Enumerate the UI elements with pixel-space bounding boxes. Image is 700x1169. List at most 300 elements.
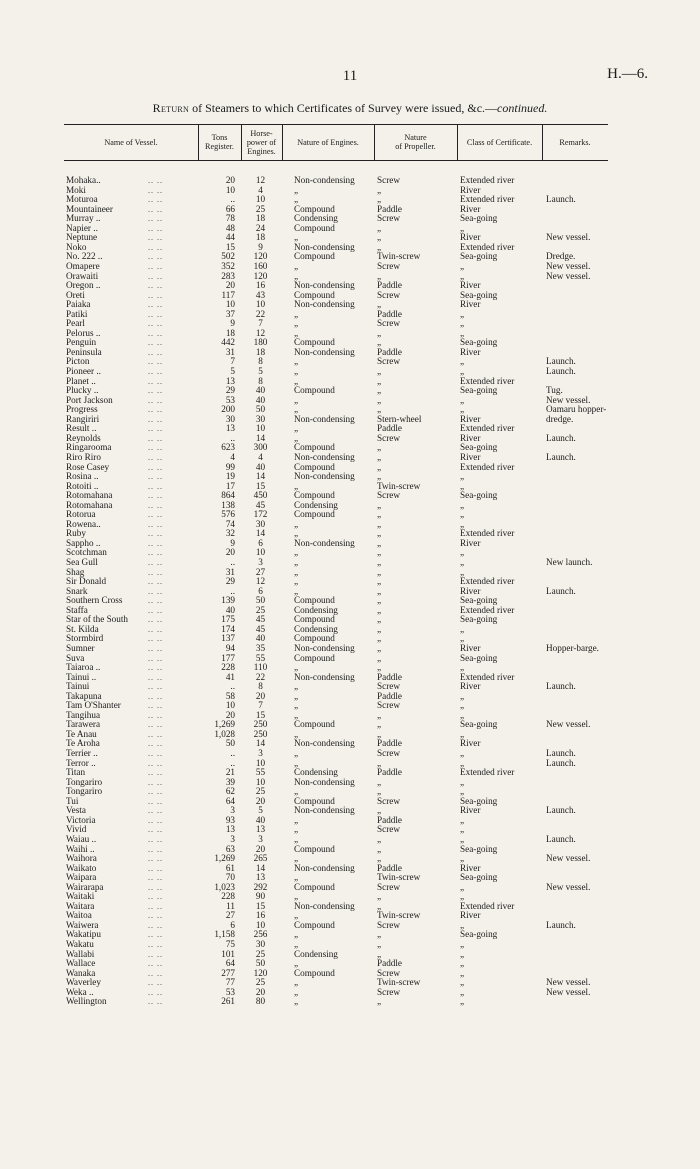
cell-nature-of-engines: Compound (294, 796, 335, 806)
cell-tons-register: .. (230, 433, 235, 443)
cell-tons-register: 20 (225, 548, 235, 558)
cell-vessel-name: Moturoa (66, 195, 98, 205)
cell-tons-register: 41 (225, 672, 235, 682)
cell-tons-register: 29 (225, 577, 235, 587)
table-row (64, 845, 608, 855)
cell-horse-power: 8 (258, 357, 263, 367)
cell-tons-register: 4 (230, 452, 235, 462)
cell-class-of-certificate: River (460, 204, 481, 214)
cell-vessel-name: Noko (66, 242, 87, 252)
cell-tons-register: 1,158 (214, 930, 235, 940)
cell-horse-power: 7 (258, 701, 263, 711)
cell-horse-power: 40 (255, 815, 266, 825)
cell-tons-register: 21 (225, 768, 235, 778)
cell-remarks: Launch. (546, 367, 576, 376)
leader-dots: .. .. (148, 634, 163, 644)
cell-tons-register: 70 (225, 873, 235, 883)
leader-dots: .. .. (148, 424, 163, 434)
leader-dots: .. .. (148, 261, 163, 271)
cell-nature-of-propeller: „ (377, 577, 382, 587)
cell-remarks: New vessel. (546, 978, 591, 988)
leader-dots: .. .. (148, 892, 163, 902)
cell-nature-of-propeller: Twin-screw (377, 481, 421, 491)
cell-tons-register: 175 (221, 615, 235, 625)
cell-nature-of-engines: „ (294, 987, 299, 997)
cell-nature-of-propeller: Paddle (377, 739, 403, 749)
cell-nature-of-propeller: „ (377, 634, 382, 644)
cell-tons-register: 63 (225, 844, 235, 854)
cell-nature-of-propeller: „ (377, 386, 382, 396)
table-row (64, 720, 608, 730)
cell-class-of-certificate: „ (460, 271, 465, 281)
table-row (64, 921, 608, 931)
header-nature-of-propeller: Nature of Propeller. (395, 133, 436, 151)
leader-dots: .. .. (148, 500, 163, 510)
cell-nature-of-engines: Non-condensing (294, 176, 355, 185)
cell-nature-of-engines: Compound (294, 510, 335, 520)
cell-vessel-name: Murray .. (66, 214, 101, 224)
cell-tons-register: 177 (221, 653, 235, 663)
cell-class-of-certificate: „ (460, 663, 465, 673)
cell-horse-power: 27 (255, 567, 266, 577)
cell-vessel-name: Mountaineer (66, 204, 113, 214)
cell-remarks: Tug. (546, 386, 563, 396)
table-row (64, 539, 608, 549)
cell-horse-power: 13 (255, 873, 266, 883)
cell-vessel-name: Ruby (66, 529, 86, 539)
leader-dots: .. .. (148, 768, 163, 778)
cell-vessel-name: Pearl (66, 319, 85, 329)
cell-horse-power: 120 (253, 271, 268, 281)
cell-horse-power: 16 (255, 281, 266, 291)
cell-nature-of-engines: „ (294, 997, 299, 1007)
cell-horse-power: 10 (255, 195, 266, 205)
cell-tons-register: 32 (225, 529, 235, 539)
cell-horse-power: 7 (258, 319, 263, 329)
leader-dots: .. .. (148, 519, 163, 529)
cell-nature-of-engines: Non-condensing (294, 863, 355, 873)
cell-vessel-name: Rotomahana (66, 491, 113, 501)
table-row (64, 281, 608, 291)
cell-class-of-certificate: Extended river (460, 195, 515, 205)
cell-nature-of-engines: Compound (294, 920, 335, 930)
cell-nature-of-propeller: Twin-screw (377, 911, 421, 921)
cell-vessel-name: Rosina .. (66, 472, 99, 482)
cell-nature-of-propeller: „ (377, 930, 382, 940)
cell-class-of-certificate: „ (460, 261, 465, 271)
cell-class-of-certificate: „ (460, 701, 465, 711)
cell-horse-power: 80 (255, 997, 266, 1007)
leader-dots: .. .. (148, 328, 163, 338)
cell-nature-of-engines: Non-condensing (294, 777, 355, 787)
leader-dots: .. .. (148, 920, 163, 930)
cell-nature-of-propeller: „ (377, 567, 382, 577)
cell-vessel-name: Wanaka (66, 968, 96, 978)
cell-nature-of-propeller: „ (377, 271, 382, 281)
cell-horse-power: 22 (255, 309, 266, 319)
cell-tons-register: 27 (225, 911, 235, 921)
cell-nature-of-propeller: „ (377, 615, 382, 625)
cell-tons-register: 6 (230, 920, 235, 930)
cell-vessel-name: Waikato (66, 863, 97, 873)
cell-class-of-certificate: Sea-going (460, 338, 498, 348)
cell-vessel-name: Tainui .. (66, 672, 97, 682)
cell-vessel-name: Progress (66, 405, 98, 415)
cell-nature-of-engines: „ (294, 376, 299, 386)
header-vessel-name: Name of Vessel. (104, 137, 158, 147)
cell-tons-register: 31 (225, 347, 235, 357)
cell-horse-power: 50 (255, 405, 266, 415)
cell-nature-of-propeller: Screw (377, 357, 400, 367)
cell-tons-register: 61 (225, 863, 235, 873)
leader-dots: .. .. (148, 978, 163, 988)
cell-horse-power: 40 (255, 395, 266, 405)
cell-class-of-certificate: River (460, 911, 481, 921)
table-row (64, 529, 608, 539)
cell-class-of-certificate: „ (460, 749, 465, 758)
cell-horse-power: 15 (255, 901, 266, 911)
leader-dots: .. .. (148, 290, 163, 300)
cell-nature-of-engines: „ (294, 729, 299, 739)
cell-tons-register: 37 (225, 309, 235, 319)
cell-remarks: Oamaru hopper- (546, 405, 607, 415)
cell-remarks: Launch. (546, 834, 576, 844)
cell-class-of-certificate: Extended river (460, 462, 515, 472)
table-row (64, 930, 608, 940)
cell-tons-register: 283 (221, 271, 235, 281)
cell-tons-register: 20 (225, 281, 235, 291)
cell-class-of-certificate: „ (460, 854, 465, 864)
cell-remarks: Launch. (546, 920, 576, 930)
table-row (64, 214, 608, 224)
cell-horse-power: 110 (253, 663, 268, 673)
table-row (64, 577, 608, 587)
table-row (64, 520, 608, 530)
cell-nature-of-engines: „ (294, 185, 299, 195)
cell-class-of-certificate: River (460, 643, 481, 653)
cell-nature-of-propeller: Screw (377, 261, 400, 271)
table-row (64, 625, 608, 635)
cell-nature-of-propeller: Screw (377, 682, 400, 692)
cell-nature-of-propeller: Paddle (377, 863, 403, 873)
cell-tons-register: 576 (221, 510, 235, 520)
table-row (64, 988, 608, 998)
leader-dots: .. .. (148, 949, 163, 959)
cell-nature-of-propeller: „ (377, 653, 382, 663)
cell-vessel-name: Waiau .. (66, 834, 97, 844)
cell-class-of-certificate: River (460, 863, 481, 873)
cell-horse-power: 6 (258, 538, 263, 548)
cell-remarks: New vessel. (546, 233, 591, 243)
table-row (64, 548, 608, 558)
leader-dots: .. .. (148, 825, 163, 835)
leader-dots: .. .. (148, 844, 163, 854)
table-row (64, 176, 608, 186)
cell-class-of-certificate: Sea-going (460, 596, 498, 606)
cell-class-of-certificate: River (460, 806, 481, 816)
cell-tons-register: 101 (221, 949, 235, 959)
table-row (64, 816, 608, 826)
leader-dots: .. .. (148, 481, 163, 491)
cell-tons-register: 442 (221, 338, 235, 348)
cell-nature-of-engines: „ (294, 357, 299, 367)
cell-class-of-certificate: „ (460, 328, 465, 338)
cell-nature-of-engines: Non-condensing (294, 901, 355, 911)
cell-nature-of-propeller: „ (377, 519, 382, 529)
cell-nature-of-propeller: „ (377, 834, 382, 844)
cell-nature-of-propeller: Paddle (377, 281, 403, 291)
leader-dots: .. .. (148, 472, 163, 482)
cell-nature-of-propeller: „ (377, 720, 382, 730)
table-row (64, 787, 608, 797)
header-class-of-certificate: Class of Certificate. (466, 137, 533, 147)
cell-horse-power: 30 (255, 519, 266, 529)
cell-nature-of-engines: „ (294, 481, 299, 491)
leader-dots: .. .. (148, 347, 163, 357)
cell-horse-power: 13 (255, 825, 266, 835)
cell-horse-power: 55 (255, 768, 266, 778)
header-bottom-rule (64, 160, 608, 161)
table-row (64, 186, 608, 196)
cell-nature-of-engines: Compound (294, 204, 335, 214)
cell-horse-power: 15 (255, 481, 266, 491)
cell-tons-register: 1,269 (214, 720, 235, 730)
leader-dots: .. .. (148, 176, 163, 185)
cell-vessel-name: Taiaroa .. (66, 663, 101, 673)
cell-nature-of-propeller: Screw (377, 176, 400, 185)
cell-nature-of-propeller: „ (377, 605, 382, 615)
leader-dots: .. .. (148, 710, 163, 720)
cell-nature-of-engines: Non-condensing (294, 414, 355, 424)
table-row (64, 310, 608, 320)
cell-nature-of-propeller: „ (377, 529, 382, 539)
table-row (64, 386, 608, 396)
cell-remarks: New vessel. (546, 720, 591, 730)
cell-horse-power: 18 (255, 233, 266, 243)
cell-class-of-certificate: „ (460, 624, 465, 634)
cell-nature-of-engines: Condensing (294, 214, 338, 224)
cell-tons-register: 31 (225, 567, 235, 577)
cell-class-of-certificate: „ (460, 959, 465, 969)
cell-tons-register: .. (230, 749, 235, 758)
cell-horse-power: 18 (255, 347, 266, 357)
cell-vessel-name: Result .. (66, 424, 97, 434)
cell-remarks: Dredge. (546, 252, 576, 262)
leader-dots: .. .. (148, 873, 163, 883)
table-row (64, 682, 608, 692)
cell-nature-of-propeller: Screw (377, 214, 400, 224)
cell-horse-power: 8 (258, 376, 263, 386)
table-row (64, 443, 608, 453)
table-row (64, 969, 608, 979)
cell-nature-of-engines: Condensing (294, 949, 338, 959)
cell-nature-of-engines: Condensing (294, 605, 338, 615)
cell-nature-of-engines: „ (294, 834, 299, 844)
cell-vessel-name: Peninsula (66, 347, 102, 357)
cell-class-of-certificate: Extended river (460, 376, 515, 386)
cell-tons-register: 39 (225, 777, 235, 787)
cell-horse-power: 15 (255, 710, 266, 720)
table-row (64, 300, 608, 310)
cell-remarks: Launch. (546, 682, 576, 692)
cell-nature-of-engines: Compound (294, 596, 335, 606)
cell-horse-power: 3 (258, 834, 263, 844)
cell-nature-of-propeller: „ (377, 538, 382, 548)
cell-nature-of-propeller: Paddle (377, 768, 403, 778)
leader-dots: .. .. (148, 959, 163, 969)
leader-dots: .. .. (148, 491, 163, 501)
cell-class-of-certificate: Sea-going (460, 873, 498, 883)
cell-horse-power: 12 (255, 328, 266, 338)
cell-nature-of-propeller: Screw (377, 319, 400, 329)
cell-horse-power: 250 (253, 729, 268, 739)
cell-remarks: Launch. (546, 452, 576, 462)
table-row (64, 338, 608, 348)
table-row (64, 711, 608, 721)
table-title (0, 101, 700, 116)
cell-tons-register: 44 (225, 233, 235, 243)
cell-nature-of-engines: Non-condensing (294, 452, 355, 462)
title-rest: of Steamers to which Certificates of Survey were issued, &c.— (192, 101, 498, 115)
cell-nature-of-engines: „ (294, 548, 299, 558)
cell-nature-of-propeller: „ (377, 548, 382, 558)
cell-horse-power: 25 (255, 787, 266, 797)
header-tons-register: Tons Register. (205, 133, 234, 151)
cell-nature-of-engines: „ (294, 577, 299, 587)
table-row (64, 396, 608, 406)
cell-tons-register: 10 (225, 185, 235, 195)
cell-tons-register: 11 (226, 901, 235, 911)
cell-nature-of-propeller: Paddle (377, 204, 403, 214)
table-row (64, 835, 608, 845)
cell-nature-of-engines: Non-condensing (294, 739, 355, 749)
cell-nature-of-propeller: „ (377, 997, 382, 1007)
cell-nature-of-engines: Condensing (294, 624, 338, 634)
cell-horse-power: 45 (255, 624, 266, 634)
cell-vessel-name: Te Aroha (66, 739, 100, 749)
cell-class-of-certificate: „ (460, 519, 465, 529)
cell-nature-of-propeller: „ (377, 338, 382, 348)
cell-nature-of-engines: Non-condensing (294, 281, 355, 291)
cell-horse-power: 25 (255, 605, 266, 615)
cell-class-of-certificate: River (460, 586, 481, 596)
leader-dots: .. .. (148, 252, 163, 262)
cell-nature-of-engines: „ (294, 558, 299, 567)
cell-nature-of-propeller: „ (377, 328, 382, 338)
table-row (64, 911, 608, 921)
table-row (64, 501, 608, 511)
cell-horse-power: 10 (255, 758, 266, 768)
cell-horse-power: 12 (255, 577, 266, 587)
cell-tons-register: 20 (225, 176, 235, 185)
cell-nature-of-engines: „ (294, 567, 299, 577)
cell-remarks: New vessel. (546, 271, 591, 281)
cell-horse-power: 45 (255, 615, 266, 625)
cell-tons-register: 5 (230, 367, 235, 376)
leader-dots: .. .. (148, 414, 163, 424)
cell-tons-register: 13 (225, 825, 235, 835)
cell-vessel-name: Tongariro (66, 777, 103, 787)
cell-nature-of-propeller: „ (377, 395, 382, 405)
leader-dots: .. .. (148, 376, 163, 386)
cell-horse-power: 14 (255, 863, 266, 873)
table-row (64, 205, 608, 215)
table-row (64, 587, 608, 597)
cell-class-of-certificate: „ (460, 940, 465, 949)
cell-vessel-name: Terror .. (66, 758, 96, 768)
leader-dots: .. .. (148, 214, 163, 224)
leader-dots: .. .. (148, 777, 163, 787)
cell-vessel-name: Tainui (66, 682, 90, 692)
cell-nature-of-engines: „ (294, 328, 299, 338)
cell-class-of-certificate: Extended river (460, 577, 515, 587)
table-row (64, 233, 608, 243)
table-row (64, 348, 608, 358)
cell-tons-register: 66 (225, 204, 235, 214)
cell-vessel-name: Staffa (66, 605, 88, 615)
cell-nature-of-propeller: Twin-screw (377, 252, 421, 262)
cell-tons-register: .. (230, 758, 235, 768)
cell-tons-register: 200 (221, 405, 235, 415)
cell-nature-of-engines: Compound (294, 491, 335, 501)
leader-dots: .. .. (148, 758, 163, 768)
cell-nature-of-engines: Non-condensing (294, 347, 355, 357)
cell-horse-power: 10 (255, 424, 266, 434)
cell-tons-register: 40 (225, 605, 235, 615)
cell-nature-of-engines: „ (294, 701, 299, 711)
leader-dots: .. .. (148, 624, 163, 634)
cell-nature-of-propeller: „ (377, 500, 382, 510)
cell-class-of-certificate: Extended river (460, 176, 515, 185)
table-row (64, 453, 608, 463)
cell-vessel-name: Napier .. (66, 223, 98, 233)
cell-class-of-certificate: „ (460, 548, 465, 558)
cell-class-of-certificate: Sea-going (460, 252, 498, 262)
cell-class-of-certificate: „ (460, 472, 465, 482)
cell-nature-of-propeller: „ (377, 185, 382, 195)
cell-horse-power: 25 (255, 978, 266, 988)
cell-vessel-name: Rotomahana (66, 500, 113, 510)
cell-vessel-name: Port Jackson (66, 395, 113, 405)
cell-class-of-certificate: „ (460, 882, 465, 892)
cell-nature-of-engines: „ (294, 682, 299, 692)
cell-horse-power: 30 (255, 940, 266, 949)
cell-tons-register: 3 (230, 806, 235, 816)
cell-class-of-certificate: River (460, 433, 481, 443)
cell-nature-of-propeller: „ (377, 300, 382, 310)
header-remarks: Remarks. (559, 137, 591, 147)
cell-tons-register: 117 (221, 290, 235, 300)
table-row (64, 997, 608, 1007)
cell-class-of-certificate: River (460, 682, 481, 692)
cell-tons-register: 64 (225, 959, 235, 969)
table-row (64, 224, 608, 234)
cell-horse-power: 90 (255, 892, 266, 902)
table-row (64, 510, 608, 520)
cell-vessel-name: Rotoiti .. (66, 481, 99, 491)
cell-class-of-certificate: Extended river (460, 529, 515, 539)
cell-class-of-certificate: „ (460, 357, 465, 367)
cell-remarks: Launch. (546, 806, 576, 816)
cell-nature-of-engines: Compound (294, 720, 335, 730)
cell-horse-power: 120 (253, 968, 268, 978)
cell-class-of-certificate: „ (460, 367, 465, 376)
cell-tons-register: 261 (221, 997, 235, 1007)
cell-nature-of-engines: „ (294, 319, 299, 329)
cell-remarks: Launch. (546, 433, 576, 443)
header-nature-of-engines: Nature of Engines. (297, 137, 359, 147)
leader-dots: .. .. (148, 338, 163, 348)
